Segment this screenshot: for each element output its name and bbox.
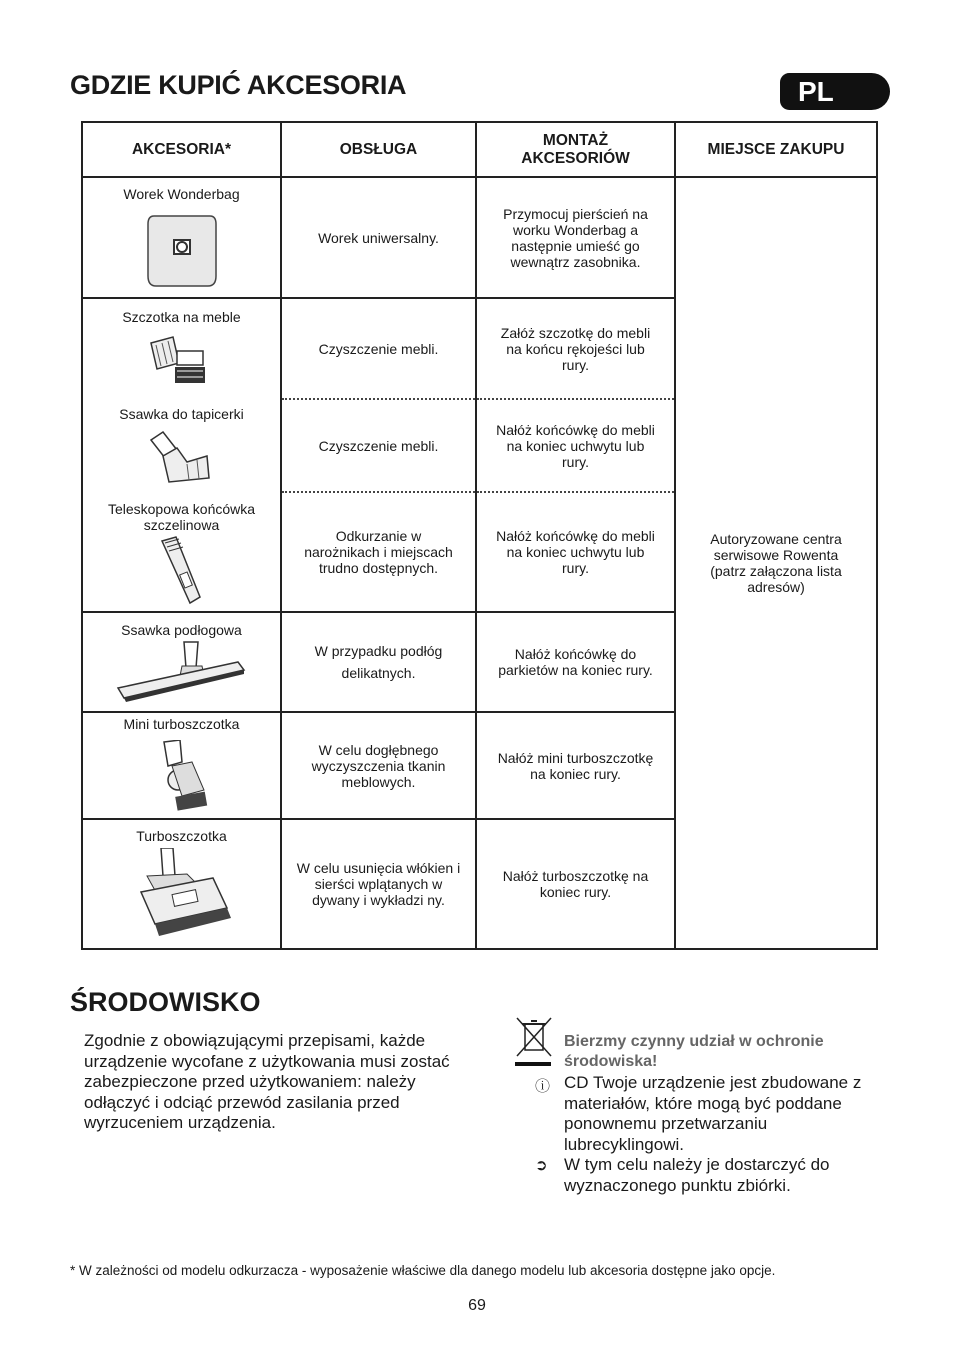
table-row xyxy=(82,177,877,298)
accessory-name: Turboszczotka xyxy=(136,828,227,844)
accessory-name-cell xyxy=(82,399,281,492)
floor-nozzle-icon xyxy=(112,640,252,702)
language-badge: PL xyxy=(780,73,890,110)
fit-cell: Nałóż końcówkę do mebli na koniec uchwytu lub rury. xyxy=(476,399,675,492)
furniture-brush-icon xyxy=(147,333,217,389)
page-title: GDZIE KUPIĆ AKCESORIA xyxy=(70,70,407,100)
accessory-name-cell xyxy=(82,712,281,819)
mini-turbo-brush-icon xyxy=(152,740,212,816)
use-cell: W celu usunięcia włókien i sierści wplątanych w dywany i wykładzi ny. xyxy=(281,819,476,949)
use-cell: W celu dogłębnego wyczyszczenia tkanin meblowych. xyxy=(281,712,476,819)
header-accessories: AKCESORIA* xyxy=(82,122,281,177)
accessories-table xyxy=(81,121,878,950)
bin-underline xyxy=(515,1062,551,1066)
accessory-name-cell xyxy=(82,612,281,712)
bag-icon xyxy=(144,210,220,290)
fit-cell: Nałóż turboszczotkę na koniec rury. xyxy=(476,819,675,949)
accessory-name-cell xyxy=(82,177,281,298)
use-cell: Odkurzanie w narożnikach i miejscach trudno dostępnych. xyxy=(281,492,476,612)
use-cell: Czyszczenie mebli. xyxy=(281,298,476,399)
page-number: 69 xyxy=(468,1297,486,1314)
environment-notes xyxy=(564,1032,864,1196)
header-fitting: MONTAŻ AKCESORIÓW xyxy=(476,122,675,177)
where-to-buy-cell: Autoryzowane centra serwisowe Rowenta (patrz załączona lista adresów) xyxy=(675,177,877,949)
use-cell: Worek uniwersalny. xyxy=(281,177,476,298)
accessory-name: Ssawka podłogowa xyxy=(121,622,242,638)
environment-item-1: CD Twoje urządzenie jest zbudowane z materiałów, które mogą być poddane ponownemu przetwarzaniu lubrecyklingowi. xyxy=(564,1073,862,1154)
accessory-name: Szczotka na meble xyxy=(122,309,241,325)
accessory-name: Worek Wonderbag xyxy=(123,185,240,202)
environment-item-2: W tym celu należy je dostarczyć do wyznaczonego punktu zbiórki. xyxy=(564,1155,830,1195)
accessory-name: Teleskopowa końcówka szczelinowa xyxy=(107,500,256,533)
header-use: OBSŁUGA xyxy=(281,122,476,177)
accessory-name-cell xyxy=(82,298,281,399)
arrow-icon: ➲ xyxy=(535,1157,548,1174)
environment-text: Zgodnie z obowiązującymi przepisami, każde urządzenie wycofane z użytkowania musi zostać zabezpieczone przed użytkowaniem: należy odłączyć i odciąć przewód zasilania przed wyrzuceniem urządzenia. xyxy=(84,1031,450,1132)
use-cell: W przypadku podłóg delikatnych. xyxy=(281,612,476,712)
table-header-row xyxy=(82,122,877,177)
fit-cell: Przymocuj pierścień na worku Wonderbag a następnie umieść go wewnątrz zasobnika. xyxy=(476,177,675,298)
fit-cell: Załóż szczotkę do mebli na końcu rękojeści lub rury. xyxy=(476,298,675,399)
fit-cell: Nałóż mini turboszczotkę na koniec rury. xyxy=(476,712,675,819)
accessory-name: Ssawka do tapicerki xyxy=(119,405,244,422)
environment-bold-note: Bierzmy czynny udział w ochronie środowiska! xyxy=(564,1033,824,1070)
header-where-to-buy: MIEJSCE ZAKUPU xyxy=(675,122,877,177)
fit-cell: Nałóż końcówkę do mebli na koniec uchwytu lub rury. xyxy=(476,492,675,612)
accessory-name-cell xyxy=(82,492,281,612)
accessory-name-cell xyxy=(82,819,281,949)
fit-cell: Nałóż końcówkę do parkietów na koniec rury. xyxy=(476,612,675,712)
turbo-brush-icon xyxy=(127,848,237,940)
upholstery-nozzle-icon xyxy=(147,430,217,486)
accessory-name: Mini turboszczotka xyxy=(123,715,240,732)
info-icon: ⓘ xyxy=(535,1078,551,1095)
crossed-bin-icon xyxy=(515,1016,553,1060)
crevice-tool-icon xyxy=(152,535,212,607)
use-cell: Czyszczenie mebli. xyxy=(281,399,476,492)
environment-title: ŚRODOWISKO xyxy=(70,987,261,1017)
footnote: * W zależności od modelu odkurzacza - wyposażenie właściwe dla danego modelu lub akcesoria dostępne jako opcje. xyxy=(70,1263,776,1278)
